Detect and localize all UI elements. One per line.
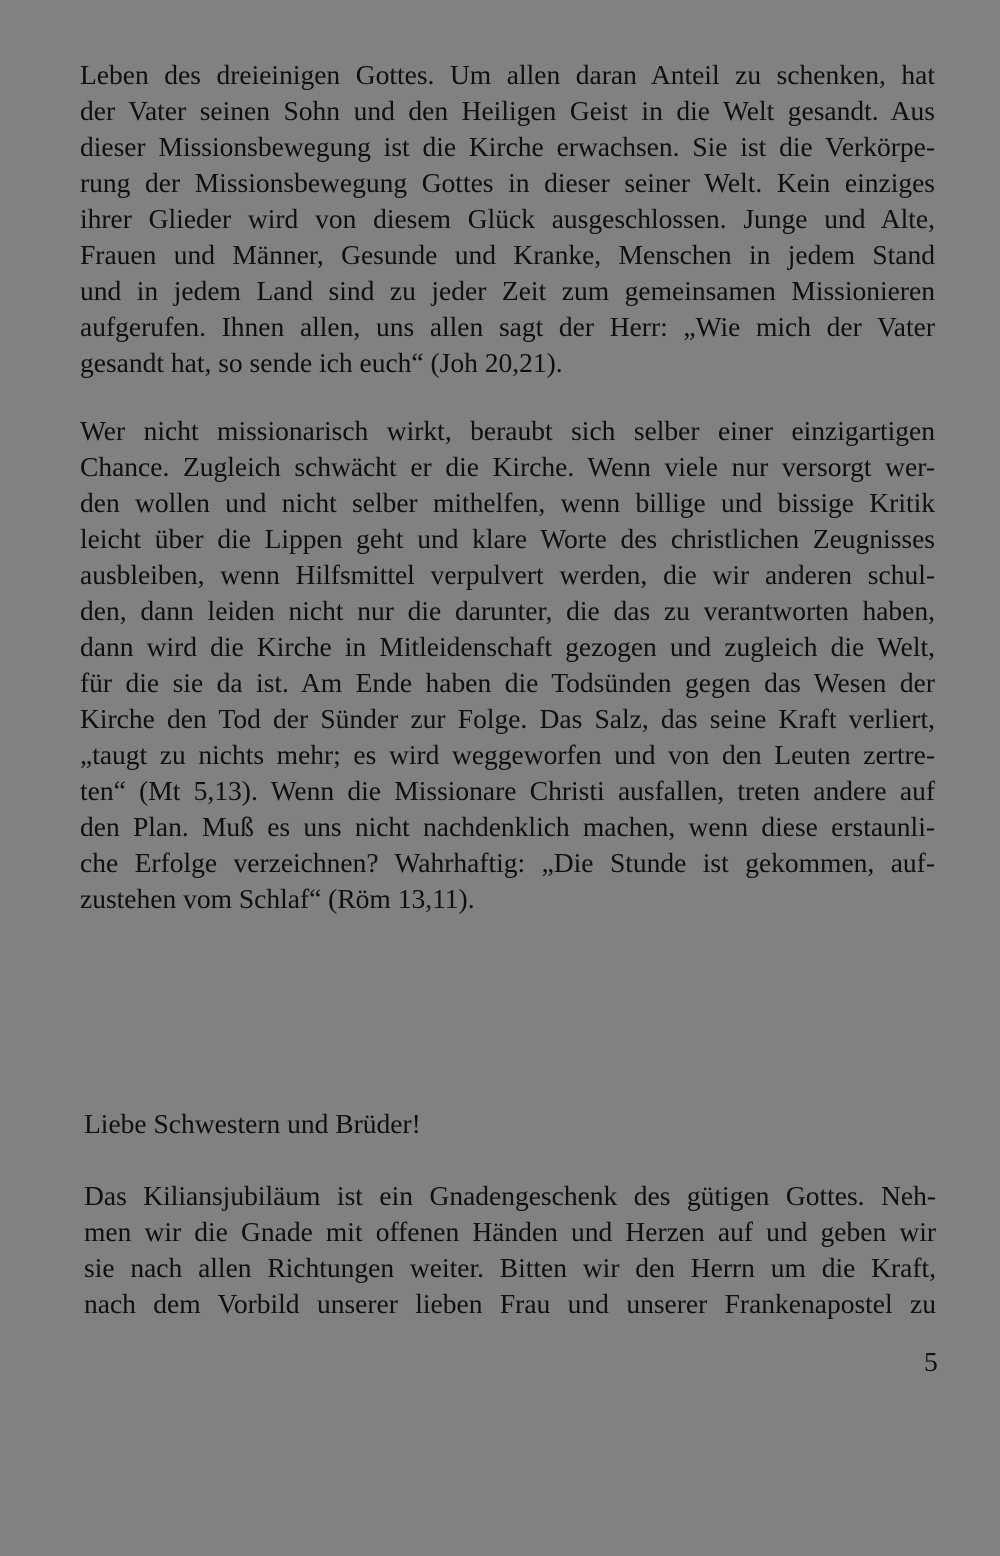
text-line: che Erfolge verzeichnen? Wahrhaftig: „Die Stunde ist gekommen, auf- — [80, 847, 935, 878]
paragraph-mission-of-god — [80, 57, 935, 381]
text-line: sie nach allen Richtungen weiter. Bitten wir den Herrn um die Kraft, — [84, 1252, 936, 1283]
text-line: Wer nicht missionarisch wirkt, beraubt sich selber einer einzigartigen — [80, 415, 935, 446]
text-line: dann wird die Kirche in Mitleidenschaft gezogen und zugleich die Welt, — [80, 631, 935, 662]
text-line: den Plan. Muß es uns nicht nachdenklich machen, wenn diese erstaunli- — [80, 811, 935, 842]
text-line: dieser Missionsbewegung ist die Kirche erwachsen. Sie ist die Verkörpe- — [80, 131, 935, 162]
salutation — [84, 1106, 939, 1142]
text-line: Das Kiliansjubiläum ist ein Gnadengeschenk des gütigen Gottes. Neh- — [84, 1180, 936, 1211]
text-line: und in jedem Land sind zu jeder Zeit zum gemeinsamen Missionieren — [80, 275, 935, 306]
text-line: der Vater seinen Sohn und den Heiligen Geist in die Welt gesandt. Aus — [80, 95, 935, 126]
text-line: „taugt zu nichts mehr; es wird weggeworfen und von den Leuten zertre- — [80, 739, 935, 770]
text-line: leicht über die Lippen geht und klare Worte des christlichen Zeugnisses — [80, 523, 935, 554]
text-line: den wollen und nicht selber mithelfen, wenn billige und bissige Kritik — [80, 487, 935, 518]
text-line: Frauen und Männer, Gesunde und Kranke, Menschen in jedem Stand — [80, 239, 935, 270]
text-line: Leben des dreieinigen Gottes. Um allen daran Anteil zu schenken, hat — [80, 59, 935, 90]
text-line: rung der Missionsbewegung Gottes in dieser seiner Welt. Kein einziges — [80, 167, 935, 198]
text-line: zustehen vom Schlaf“ (Röm 13,11). — [80, 883, 475, 914]
page-number: 5 — [924, 1346, 938, 1377]
paragraph-missionary-duty — [80, 413, 935, 917]
text-line: ten“ (Mt 5,13). Wenn die Missionare Christi ausfallen, treten andere auf — [80, 775, 935, 806]
text-line: ausbleiben, wenn Hilfsmittel verpulvert werden, die wir anderen schul- — [80, 559, 935, 590]
text-line: den, dann leiden nicht nur die darunter, die das zu verantworten haben, — [80, 595, 935, 626]
paragraph-kilian-jubilee — [84, 1178, 936, 1322]
text-line: ihrer Glieder wird von diesem Glück ausgeschlossen. Junge und Alte, — [80, 203, 935, 234]
salutation-text: Liebe Schwestern und Brüder! — [84, 1108, 421, 1139]
text-line: für die sie da ist. Am Ende haben die Todsünden gegen das Wesen der — [80, 667, 935, 698]
text-line: men wir die Gnade mit offenen Händen und Herzen auf und geben wir — [84, 1216, 936, 1247]
text-line: Kirche den Tod der Sünder zur Folge. Das Salz, das seine Kraft verliert, — [80, 703, 935, 734]
text-line: Chance. Zugleich schwächt er die Kirche. Wenn viele nur versorgt wer- — [80, 451, 935, 482]
text-line: nach dem Vorbild unserer lieben Frau und unserer Frankenapostel zu — [84, 1288, 936, 1319]
text-line: gesandt hat, so sende ich euch“ (Joh 20,21). — [80, 347, 563, 378]
text-line: aufgerufen. Ihnen allen, uns allen sagt der Herr: „Wie mich der Vater — [80, 311, 935, 342]
